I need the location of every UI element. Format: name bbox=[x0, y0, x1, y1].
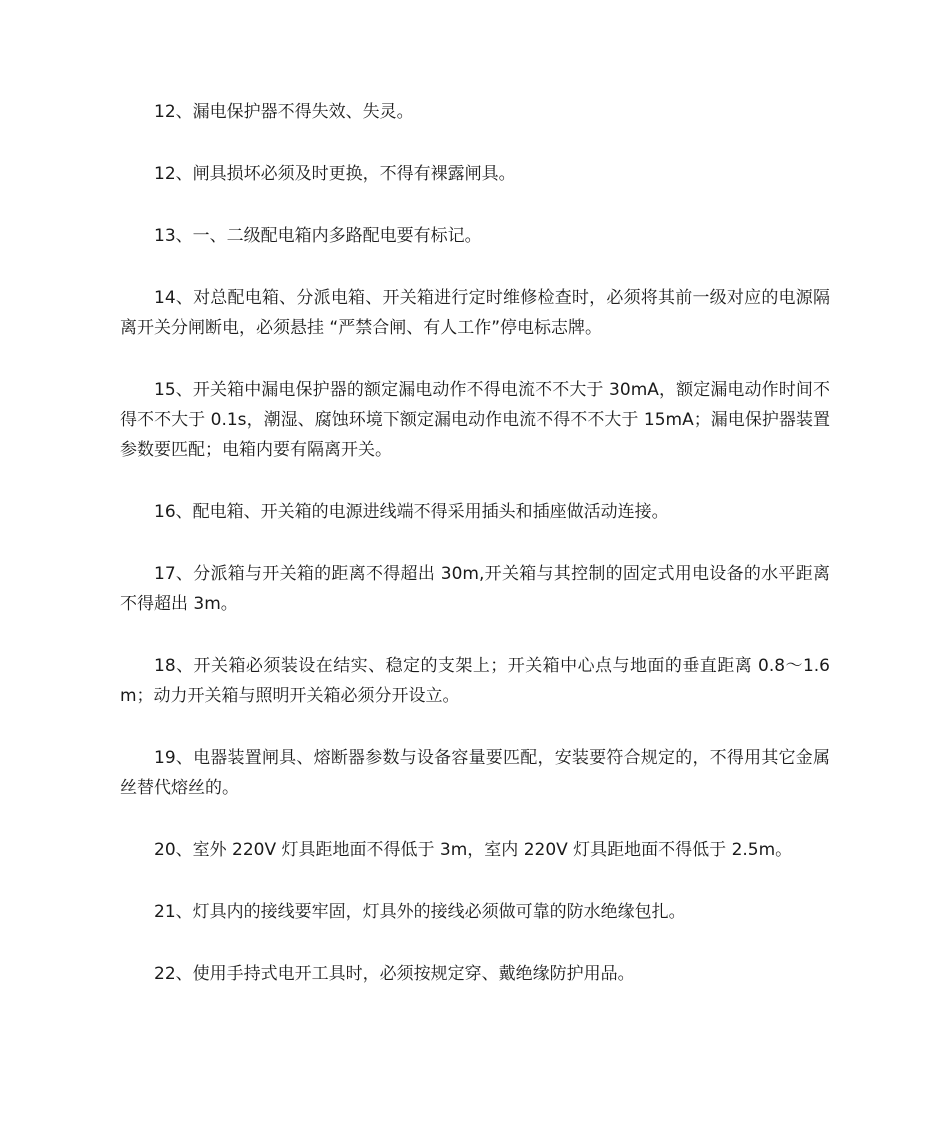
rule-paragraph-21: 21、灯具内的接线要牢固，灯具外的接线必须做可靠的防水绝缘包扎。 bbox=[154, 902, 686, 922]
rule-paragraph-17: 17、分派箱与开关箱的距离不得超出 30m,开关箱与其控制的固定式用电设备的水平距离不得超出 3m。 bbox=[120, 564, 830, 614]
rule-paragraph-15: 15、开关箱中漏电保护器的额定漏电动作不得电流不不大于 30mA，额定漏电动作时间不得不不大于 0.1s，潮湿、腐蚀环境下额定漏电动作电流不得不不大于 15mA；漏电保护器装置参数要匹配；电箱内要有隔离开关。 bbox=[120, 380, 830, 460]
rule-paragraph-19: 19、电器装置闸具、熔断器参数与设备容量要匹配，安装要符合规定的，不得用其它金属丝替代熔丝的。 bbox=[120, 748, 830, 798]
rule-paragraph-18: 18、开关箱必须装设在结实、稳定的支架上；开关箱中心点与地面的垂直距离 0.8～1.6m；动力开关箱与照明开关箱必须分开设立。 bbox=[120, 656, 830, 706]
rule-paragraph-20: 20、室外 220V 灯具距地面不得低于 3m，室内 220V 灯具距地面不得低于 2.5m。 bbox=[154, 840, 793, 860]
rule-paragraph-12b: 12、闸具损坏必须及时更换，不得有裸露闸具。 bbox=[154, 164, 516, 184]
rule-paragraph-22: 22、使用手持式电开工具时，必须按规定穿、戴绝缘防护用品。 bbox=[154, 964, 635, 984]
rule-paragraph-16: 16、配电箱、开关箱的电源进线端不得采用插头和插座做活动连接。 bbox=[154, 502, 669, 522]
rule-paragraph-14: 14、对总配电箱、分派电箱、开关箱进行定时维修检查时，必须将其前一级对应的电源隔离开关分闸断电，必须悬挂 “严禁合闸、有人工作”停电标志牌。 bbox=[120, 288, 830, 338]
document-body bbox=[120, 97, 830, 1021]
rule-paragraph-12a: 12、漏电保护器不得失效、失灵。 bbox=[154, 102, 414, 122]
rule-paragraph-13: 13、一、二级配电箱内多路配电要有标记。 bbox=[154, 226, 482, 246]
